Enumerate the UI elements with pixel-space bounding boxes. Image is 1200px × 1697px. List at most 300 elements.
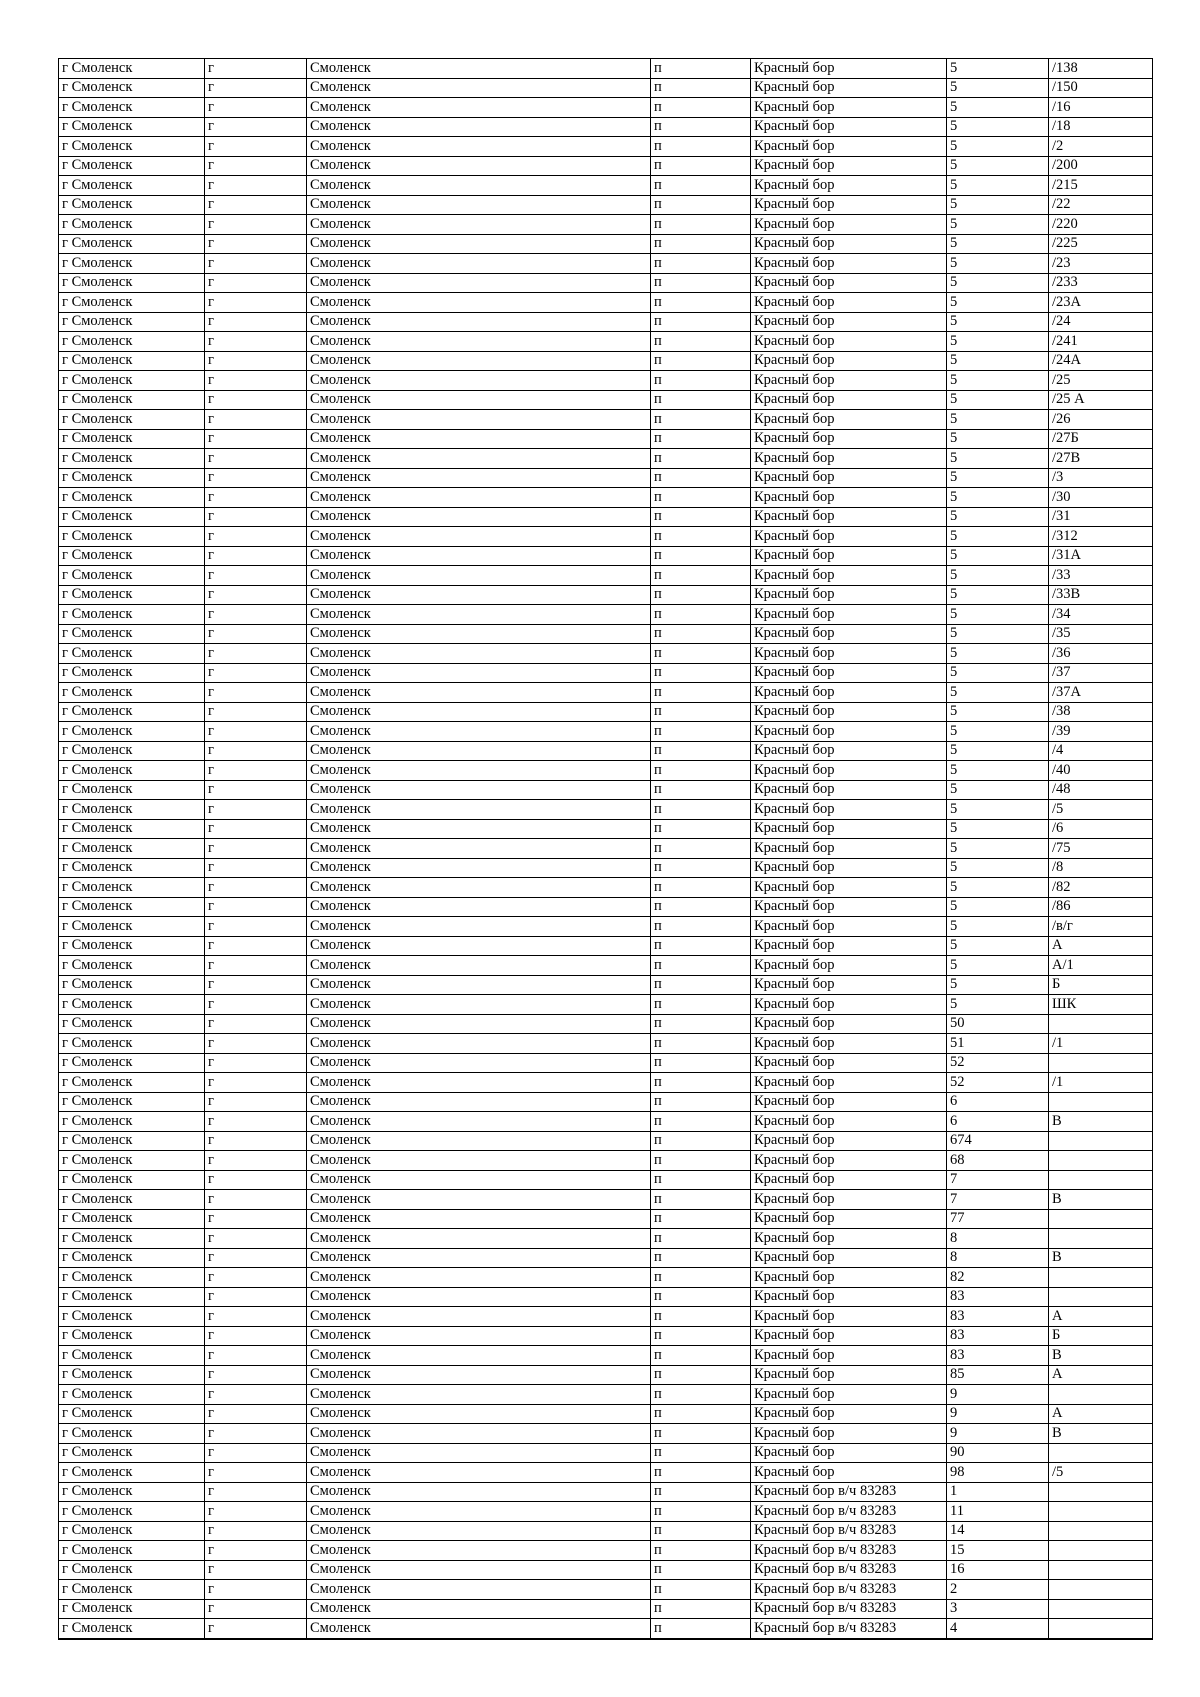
locality-cell: Смоленск bbox=[307, 332, 651, 352]
building-suffix-cell bbox=[1049, 1541, 1153, 1561]
locality-type-cell: г bbox=[205, 1209, 307, 1229]
region-cell: г Смоленск bbox=[59, 137, 205, 157]
settlement-cell: Красный бор bbox=[751, 293, 947, 313]
locality-cell: Смоленск bbox=[307, 819, 651, 839]
region-cell: г Смоленск bbox=[59, 117, 205, 137]
settlement-cell: Красный бор bbox=[751, 858, 947, 878]
region-cell: г Смоленск bbox=[59, 390, 205, 410]
house-number-cell: 83 bbox=[947, 1326, 1049, 1346]
building-suffix-cell: В bbox=[1049, 1248, 1153, 1268]
house-number-cell: 5 bbox=[947, 546, 1049, 566]
settlement-type-cell: п bbox=[651, 449, 751, 469]
locality-cell: Смоленск bbox=[307, 1190, 651, 1210]
house-number-cell: 14 bbox=[947, 1521, 1049, 1541]
table-row bbox=[59, 254, 1153, 274]
settlement-type-cell: п bbox=[651, 897, 751, 917]
table-row bbox=[59, 1229, 1153, 1249]
locality-type-cell: г bbox=[205, 605, 307, 625]
settlement-type-cell: п bbox=[651, 1209, 751, 1229]
locality-type-cell: г bbox=[205, 429, 307, 449]
table-row bbox=[59, 1034, 1153, 1054]
table-row bbox=[59, 527, 1153, 547]
region-cell: г Смоленск bbox=[59, 273, 205, 293]
locality-type-cell: г bbox=[205, 995, 307, 1015]
locality-cell: Смоленск bbox=[307, 1365, 651, 1385]
locality-cell: Смоленск bbox=[307, 975, 651, 995]
settlement-type-cell: п bbox=[651, 312, 751, 332]
region-cell: г Смоленск bbox=[59, 1034, 205, 1054]
settlement-type-cell: п bbox=[651, 332, 751, 352]
settlement-type-cell: п bbox=[651, 858, 751, 878]
settlement-type-cell: п bbox=[651, 936, 751, 956]
settlement-type-cell: п bbox=[651, 1463, 751, 1483]
table-row bbox=[59, 858, 1153, 878]
settlement-cell: Красный бор bbox=[751, 1170, 947, 1190]
table-row bbox=[59, 1209, 1153, 1229]
region-cell: г Смоленск bbox=[59, 975, 205, 995]
region-cell: г Смоленск bbox=[59, 878, 205, 898]
locality-type-cell: г bbox=[205, 936, 307, 956]
building-suffix-cell bbox=[1049, 1580, 1153, 1600]
settlement-type-cell: п bbox=[651, 702, 751, 722]
house-number-cell: 5 bbox=[947, 858, 1049, 878]
address-table-body bbox=[59, 59, 1153, 1639]
settlement-cell: Красный бор bbox=[751, 1326, 947, 1346]
locality-cell: Смоленск bbox=[307, 254, 651, 274]
region-cell: г Смоленск bbox=[59, 683, 205, 703]
locality-cell: Смоленск bbox=[307, 936, 651, 956]
building-suffix-cell: /3 bbox=[1049, 468, 1153, 488]
locality-cell: Смоленск bbox=[307, 488, 651, 508]
building-suffix-cell: /25 А bbox=[1049, 390, 1153, 410]
table-row bbox=[59, 1053, 1153, 1073]
locality-type-cell: г bbox=[205, 1326, 307, 1346]
settlement-type-cell: п bbox=[651, 683, 751, 703]
locality-type-cell: г bbox=[205, 585, 307, 605]
building-suffix-cell: /35 bbox=[1049, 624, 1153, 644]
settlement-cell: Красный бор в/ч 83283 bbox=[751, 1541, 947, 1561]
building-suffix-cell: /в/г bbox=[1049, 917, 1153, 937]
locality-type-cell: г bbox=[205, 1268, 307, 1288]
region-cell: г Смоленск bbox=[59, 156, 205, 176]
settlement-cell: Красный бор bbox=[751, 819, 947, 839]
locality-cell: Смоленск bbox=[307, 156, 651, 176]
house-number-cell: 90 bbox=[947, 1443, 1049, 1463]
locality-type-cell: г bbox=[205, 1463, 307, 1483]
locality-type-cell: г bbox=[205, 507, 307, 527]
settlement-cell: Красный бор в/ч 83283 bbox=[751, 1619, 947, 1639]
settlement-type-cell: п bbox=[651, 624, 751, 644]
settlement-type-cell: п bbox=[651, 527, 751, 547]
building-suffix-cell: Б bbox=[1049, 1326, 1153, 1346]
region-cell: г Смоленск bbox=[59, 449, 205, 469]
settlement-cell: Красный бор bbox=[751, 390, 947, 410]
region-cell: г Смоленск bbox=[59, 1112, 205, 1132]
locality-cell: Смоленск bbox=[307, 527, 651, 547]
table-row bbox=[59, 156, 1153, 176]
settlement-cell: Красный бор bbox=[751, 351, 947, 371]
settlement-type-cell: п bbox=[651, 1034, 751, 1054]
settlement-cell: Красный бор bbox=[751, 488, 947, 508]
locality-type-cell: г bbox=[205, 1151, 307, 1171]
building-suffix-cell: /38 bbox=[1049, 702, 1153, 722]
settlement-type-cell: п bbox=[651, 1580, 751, 1600]
locality-type-cell: г bbox=[205, 215, 307, 235]
building-suffix-cell: /75 bbox=[1049, 839, 1153, 859]
region-cell: г Смоленск bbox=[59, 995, 205, 1015]
locality-cell: Смоленск bbox=[307, 195, 651, 215]
region-cell: г Смоленск bbox=[59, 839, 205, 859]
region-cell: г Смоленск bbox=[59, 1365, 205, 1385]
settlement-cell: Красный бор bbox=[751, 137, 947, 157]
building-suffix-cell: ШК bbox=[1049, 995, 1153, 1015]
settlement-cell: Красный бор bbox=[751, 1073, 947, 1093]
table-row bbox=[59, 137, 1153, 157]
building-suffix-cell: /82 bbox=[1049, 878, 1153, 898]
settlement-cell: Красный бор bbox=[751, 1365, 947, 1385]
settlement-type-cell: п bbox=[651, 605, 751, 625]
locality-cell: Смоленск bbox=[307, 59, 651, 79]
house-number-cell: 5 bbox=[947, 98, 1049, 118]
settlement-cell: Красный бор bbox=[751, 1112, 947, 1132]
house-number-cell: 674 bbox=[947, 1131, 1049, 1151]
settlement-type-cell: п bbox=[651, 78, 751, 98]
locality-cell: Смоленск bbox=[307, 1560, 651, 1580]
table-row bbox=[59, 371, 1153, 391]
table-row bbox=[59, 117, 1153, 137]
settlement-cell: Красный бор bbox=[751, 1034, 947, 1054]
region-cell: г Смоленск bbox=[59, 410, 205, 430]
settlement-cell: Красный бор bbox=[751, 234, 947, 254]
settlement-type-cell: п bbox=[651, 1502, 751, 1522]
locality-type-cell: г bbox=[205, 254, 307, 274]
locality-type-cell: г bbox=[205, 683, 307, 703]
region-cell: г Смоленск bbox=[59, 819, 205, 839]
table-row bbox=[59, 1073, 1153, 1093]
table-row bbox=[59, 917, 1153, 937]
region-cell: г Смоленск bbox=[59, 254, 205, 274]
locality-cell: Смоленск bbox=[307, 605, 651, 625]
settlement-type-cell: п bbox=[651, 761, 751, 781]
settlement-type-cell: п bbox=[651, 176, 751, 196]
locality-cell: Смоленск bbox=[307, 410, 651, 430]
locality-type-cell: г bbox=[205, 1014, 307, 1034]
settlement-type-cell: п bbox=[651, 1268, 751, 1288]
house-number-cell: 2 bbox=[947, 1580, 1049, 1600]
building-suffix-cell: /4 bbox=[1049, 741, 1153, 761]
locality-cell: Смоленск bbox=[307, 1424, 651, 1444]
settlement-cell: Красный бор bbox=[751, 605, 947, 625]
locality-type-cell: г bbox=[205, 78, 307, 98]
settlement-cell: Красный бор bbox=[751, 78, 947, 98]
settlement-type-cell: п bbox=[651, 293, 751, 313]
house-number-cell: 5 bbox=[947, 78, 1049, 98]
settlement-type-cell: п bbox=[651, 800, 751, 820]
settlement-cell: Красный бор bbox=[751, 741, 947, 761]
region-cell: г Смоленск bbox=[59, 1404, 205, 1424]
region-cell: г Смоленск bbox=[59, 1443, 205, 1463]
locality-type-cell: г bbox=[205, 156, 307, 176]
house-number-cell: 5 bbox=[947, 351, 1049, 371]
region-cell: г Смоленск bbox=[59, 644, 205, 664]
locality-cell: Смоленск bbox=[307, 683, 651, 703]
locality-cell: Смоленск bbox=[307, 351, 651, 371]
region-cell: г Смоленск bbox=[59, 1385, 205, 1405]
settlement-type-cell: п bbox=[651, 1092, 751, 1112]
building-suffix-cell bbox=[1049, 1151, 1153, 1171]
table-row bbox=[59, 780, 1153, 800]
table-row bbox=[59, 819, 1153, 839]
table-row bbox=[59, 410, 1153, 430]
locality-cell: Смоленск bbox=[307, 1307, 651, 1327]
region-cell: г Смоленск bbox=[59, 1619, 205, 1639]
settlement-type-cell: п bbox=[651, 780, 751, 800]
locality-type-cell: г bbox=[205, 293, 307, 313]
locality-type-cell: г bbox=[205, 897, 307, 917]
table-row bbox=[59, 1560, 1153, 1580]
building-suffix-cell bbox=[1049, 1287, 1153, 1307]
building-suffix-cell: /24 bbox=[1049, 312, 1153, 332]
building-suffix-cell bbox=[1049, 1209, 1153, 1229]
region-cell: г Смоленск bbox=[59, 1229, 205, 1249]
building-suffix-cell: /40 bbox=[1049, 761, 1153, 781]
building-suffix-cell: /23 bbox=[1049, 254, 1153, 274]
house-number-cell: 5 bbox=[947, 234, 1049, 254]
region-cell: г Смоленск bbox=[59, 1326, 205, 1346]
building-suffix-cell bbox=[1049, 1053, 1153, 1073]
locality-cell: Смоленск bbox=[307, 176, 651, 196]
locality-type-cell: г bbox=[205, 195, 307, 215]
building-suffix-cell bbox=[1049, 1482, 1153, 1502]
settlement-type-cell: п bbox=[651, 1521, 751, 1541]
settlement-cell: Красный бор bbox=[751, 722, 947, 742]
locality-cell: Смоленск bbox=[307, 293, 651, 313]
building-suffix-cell: А bbox=[1049, 1307, 1153, 1327]
region-cell: г Смоленск bbox=[59, 1541, 205, 1561]
locality-cell: Смоленск bbox=[307, 1248, 651, 1268]
table-row bbox=[59, 644, 1153, 664]
settlement-type-cell: п bbox=[651, 1131, 751, 1151]
locality-cell: Смоленск bbox=[307, 1619, 651, 1639]
locality-type-cell: г bbox=[205, 917, 307, 937]
building-suffix-cell: /27Б bbox=[1049, 429, 1153, 449]
settlement-type-cell: п bbox=[651, 1014, 751, 1034]
settlement-cell: Красный бор bbox=[751, 585, 947, 605]
table-row bbox=[59, 702, 1153, 722]
house-number-cell: 68 bbox=[947, 1151, 1049, 1171]
table-row bbox=[59, 741, 1153, 761]
house-number-cell: 52 bbox=[947, 1073, 1049, 1093]
table-row bbox=[59, 839, 1153, 859]
region-cell: г Смоленск bbox=[59, 1502, 205, 1522]
locality-type-cell: г bbox=[205, 800, 307, 820]
house-number-cell: 16 bbox=[947, 1560, 1049, 1580]
settlement-type-cell: п bbox=[651, 1112, 751, 1132]
table-row bbox=[59, 1365, 1153, 1385]
settlement-cell: Красный бор bbox=[751, 215, 947, 235]
locality-type-cell: г bbox=[205, 273, 307, 293]
settlement-cell: Красный бор bbox=[751, 98, 947, 118]
settlement-type-cell: п bbox=[651, 117, 751, 137]
building-suffix-cell bbox=[1049, 1599, 1153, 1619]
building-suffix-cell: В bbox=[1049, 1424, 1153, 1444]
settlement-type-cell: п bbox=[651, 975, 751, 995]
house-number-cell: 5 bbox=[947, 683, 1049, 703]
locality-cell: Смоленск bbox=[307, 722, 651, 742]
building-suffix-cell: /30 bbox=[1049, 488, 1153, 508]
table-row bbox=[59, 507, 1153, 527]
settlement-cell: Красный бор bbox=[751, 195, 947, 215]
locality-type-cell: г bbox=[205, 624, 307, 644]
locality-cell: Смоленск bbox=[307, 1346, 651, 1366]
locality-type-cell: г bbox=[205, 332, 307, 352]
locality-type-cell: г bbox=[205, 1385, 307, 1405]
house-number-cell: 83 bbox=[947, 1307, 1049, 1327]
table-row bbox=[59, 293, 1153, 313]
building-suffix-cell: В bbox=[1049, 1346, 1153, 1366]
building-suffix-cell: /200 bbox=[1049, 156, 1153, 176]
house-number-cell: 9 bbox=[947, 1424, 1049, 1444]
table-row bbox=[59, 1541, 1153, 1561]
locality-type-cell: г bbox=[205, 390, 307, 410]
region-cell: г Смоленск bbox=[59, 1092, 205, 1112]
locality-cell: Смоленск bbox=[307, 390, 651, 410]
table-row bbox=[59, 1404, 1153, 1424]
locality-type-cell: г bbox=[205, 1248, 307, 1268]
locality-cell: Смоленск bbox=[307, 1287, 651, 1307]
settlement-type-cell: п bbox=[651, 663, 751, 683]
settlement-type-cell: п bbox=[651, 507, 751, 527]
building-suffix-cell: /241 bbox=[1049, 332, 1153, 352]
settlement-type-cell: п bbox=[651, 1170, 751, 1190]
locality-type-cell: г bbox=[205, 1229, 307, 1249]
building-suffix-cell: /1 bbox=[1049, 1073, 1153, 1093]
building-suffix-cell: /6 bbox=[1049, 819, 1153, 839]
building-suffix-cell bbox=[1049, 1092, 1153, 1112]
table-row bbox=[59, 449, 1153, 469]
region-cell: г Смоленск bbox=[59, 1482, 205, 1502]
settlement-cell: Красный бор bbox=[751, 1209, 947, 1229]
region-cell: г Смоленск bbox=[59, 780, 205, 800]
locality-type-cell: г bbox=[205, 1170, 307, 1190]
settlement-cell: Красный бор bbox=[751, 683, 947, 703]
house-number-cell: 5 bbox=[947, 293, 1049, 313]
locality-cell: Смоленск bbox=[307, 1229, 651, 1249]
building-suffix-cell: А bbox=[1049, 1404, 1153, 1424]
table-row bbox=[59, 332, 1153, 352]
locality-cell: Смоленск bbox=[307, 1482, 651, 1502]
building-suffix-cell: /138 bbox=[1049, 59, 1153, 79]
settlement-type-cell: п bbox=[651, 819, 751, 839]
settlement-type-cell: п bbox=[651, 839, 751, 859]
region-cell: г Смоленск bbox=[59, 371, 205, 391]
settlement-cell: Красный бор bbox=[751, 936, 947, 956]
building-suffix-cell: /312 bbox=[1049, 527, 1153, 547]
table-row bbox=[59, 195, 1153, 215]
table-row bbox=[59, 1385, 1153, 1405]
settlement-type-cell: п bbox=[651, 1385, 751, 1405]
table-row bbox=[59, 624, 1153, 644]
locality-type-cell: г bbox=[205, 702, 307, 722]
settlement-type-cell: п bbox=[651, 917, 751, 937]
locality-type-cell: г bbox=[205, 312, 307, 332]
settlement-type-cell: п bbox=[651, 156, 751, 176]
house-number-cell: 5 bbox=[947, 644, 1049, 664]
locality-cell: Смоленск bbox=[307, 273, 651, 293]
settlement-type-cell: п bbox=[651, 1326, 751, 1346]
house-number-cell: 9 bbox=[947, 1404, 1049, 1424]
region-cell: г Смоленск bbox=[59, 1268, 205, 1288]
locality-type-cell: г bbox=[205, 1073, 307, 1093]
table-row bbox=[59, 59, 1153, 79]
table-row bbox=[59, 351, 1153, 371]
locality-type-cell: г bbox=[205, 234, 307, 254]
settlement-type-cell: п bbox=[651, 195, 751, 215]
locality-type-cell: г bbox=[205, 761, 307, 781]
region-cell: г Смоленск bbox=[59, 1131, 205, 1151]
table-row bbox=[59, 546, 1153, 566]
region-cell: г Смоленск bbox=[59, 800, 205, 820]
locality-cell: Смоленск bbox=[307, 1209, 651, 1229]
locality-cell: Смоленск bbox=[307, 585, 651, 605]
table-row bbox=[59, 936, 1153, 956]
settlement-cell: Красный бор bbox=[751, 897, 947, 917]
house-number-cell: 5 bbox=[947, 839, 1049, 859]
region-cell: г Смоленск bbox=[59, 546, 205, 566]
house-number-cell: 5 bbox=[947, 273, 1049, 293]
building-suffix-cell bbox=[1049, 1014, 1153, 1034]
table-row bbox=[59, 1190, 1153, 1210]
building-suffix-cell bbox=[1049, 1268, 1153, 1288]
locality-cell: Смоленск bbox=[307, 1053, 651, 1073]
locality-cell: Смоленск bbox=[307, 1014, 651, 1034]
settlement-cell: Красный бор bbox=[751, 1463, 947, 1483]
locality-cell: Смоленск bbox=[307, 546, 651, 566]
building-suffix-cell: /27В bbox=[1049, 449, 1153, 469]
table-row bbox=[59, 1248, 1153, 1268]
settlement-cell: Красный бор в/ч 83283 bbox=[751, 1482, 947, 1502]
table-row bbox=[59, 878, 1153, 898]
settlement-cell: Красный бор bbox=[751, 644, 947, 664]
house-number-cell: 5 bbox=[947, 780, 1049, 800]
table-row bbox=[59, 1521, 1153, 1541]
settlement-cell: Красный бор bbox=[751, 624, 947, 644]
locality-cell: Смоленск bbox=[307, 1073, 651, 1093]
region-cell: г Смоленск bbox=[59, 332, 205, 352]
locality-cell: Смоленск bbox=[307, 1404, 651, 1424]
house-number-cell: 5 bbox=[947, 722, 1049, 742]
house-number-cell: 5 bbox=[947, 507, 1049, 527]
house-number-cell: 5 bbox=[947, 702, 1049, 722]
table-row bbox=[59, 1307, 1153, 1327]
building-suffix-cell: /23А bbox=[1049, 293, 1153, 313]
settlement-cell: Красный бор bbox=[751, 332, 947, 352]
locality-cell: Смоленск bbox=[307, 839, 651, 859]
locality-type-cell: г bbox=[205, 1599, 307, 1619]
house-number-cell: 5 bbox=[947, 137, 1049, 157]
locality-type-cell: г bbox=[205, 975, 307, 995]
table-row bbox=[59, 975, 1153, 995]
table-row bbox=[59, 1014, 1153, 1034]
region-cell: г Смоленск bbox=[59, 429, 205, 449]
table-row bbox=[59, 566, 1153, 586]
building-suffix-cell bbox=[1049, 1170, 1153, 1190]
locality-type-cell: г bbox=[205, 780, 307, 800]
locality-cell: Смоленск bbox=[307, 429, 651, 449]
locality-type-cell: г bbox=[205, 1424, 307, 1444]
house-number-cell: 5 bbox=[947, 956, 1049, 976]
house-number-cell: 5 bbox=[947, 410, 1049, 430]
